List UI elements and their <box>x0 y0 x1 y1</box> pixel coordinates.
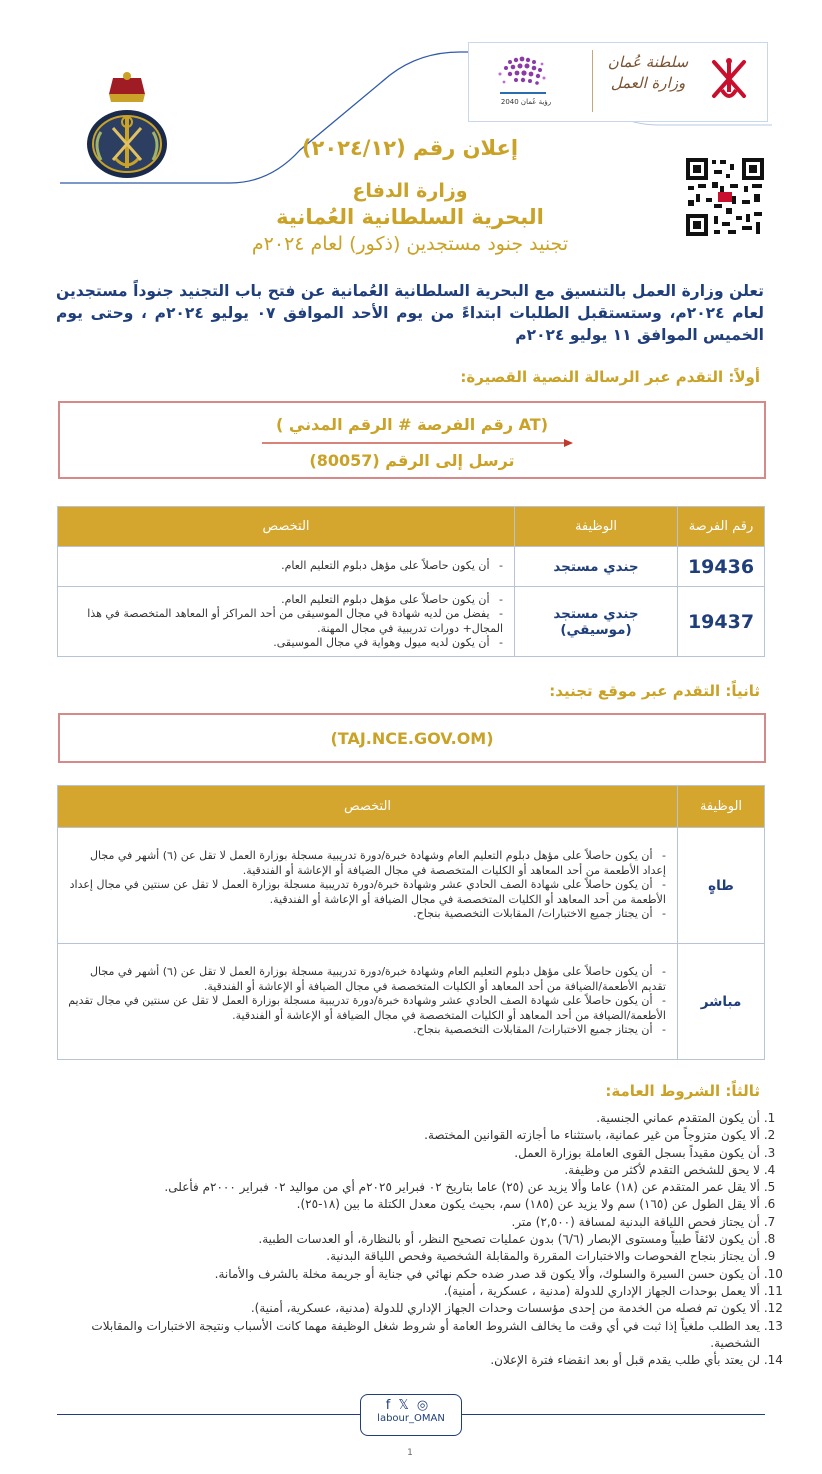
announcement-number: إعلان رقم (٢٠٢٤/١٢) <box>301 136 519 160</box>
condition-item: 13. يعد الطلب ملغياً إذا ثبت في أي وقت ما يخالف الشروط العامة أو شروط شغل الوظيفة مهما كانت الأسباب ونتيجة الاختبارات والمقابلات الشخصية. <box>90 1318 760 1353</box>
condition-item: 4. لا يحق للشخص التقدم لأكثر من وظيفة. <box>90 1162 760 1179</box>
requirement-item: - أن يكون حاصلاً على شهادة الصف الحادي عشر وشهادة خبرة/دورة تدريبية مسجلة بوزارة العمل لا تقل عن سنتين في مجال إعداد الأطعمة من أحد المعاهد أو الكليات المتخصصة في مجال الضيافة أو الإعاشة أو الفندقية. <box>67 878 666 907</box>
qr-code-icon <box>684 156 766 238</box>
opportunity-number: 19436 <box>678 547 765 587</box>
requirement-item: - أن يكون حاصلاً على مؤهل دبلوم التعليم العام وشهادة خبرة/دورة تدريبية مسجلة بوزارة العمل لا تقل عن (٦) أشهر في مجال تقديم الأطعمة/الضيافة من أحد المعاهد أو الكليات المتخصصة في مجال الضيافة أو الإعاشة أو الفندقية. <box>67 965 666 994</box>
header-divider <box>592 50 593 112</box>
ministry-line2: وزارة العمل <box>610 74 686 92</box>
footer-line-left <box>57 1414 360 1415</box>
condition-item: 12. ألا يكون تم فصله من الخدمة من إحدى مؤسسات وحدات الجهاز الإداري للدولة (مدنية، عسكرية، أمنية). <box>90 1300 760 1317</box>
condition-item: 6. ألا يقل الطول عن (١٦٥) سم ولا يزيد عن (١٨٥) سم، بحيث يكون معدل الكتلة ما بين (١٨-٢٥). <box>90 1196 760 1213</box>
title-ministry-of-defence: وزارة الدفاع <box>352 180 468 202</box>
royal-navy-badge-icon <box>83 72 171 180</box>
th-specialization: التخصص <box>58 786 678 828</box>
social-handle[interactable]: labour_OMAN <box>377 1413 445 1424</box>
requirement-item: - أن يكون حاصلاً على مؤهل دبلوم التعليم العام وشهادة خبرة/دورة تدريبية مسجلة بوزارة العمل لا تقل عن (٦) أشهر في مجال إعداد الأطعمة من أحد المعاهد أو الكليات المتخصصة في مجال الضيافة أو الإعاشة أو الفندقية. <box>67 849 666 878</box>
sms-format: ( رقم الفرصة # الرقم المدني AT) <box>276 415 548 434</box>
oman-emblem-icon <box>704 52 754 106</box>
table-row <box>58 828 765 944</box>
x-icon[interactable]: 𝕏 <box>398 1398 417 1413</box>
ministry-line1: سلطنة عُمان <box>607 53 689 71</box>
sms-instructions-box <box>58 401 766 479</box>
table-row <box>58 944 765 1060</box>
ministry-name <box>598 52 698 94</box>
condition-item: 14. لن يعتد بأي طلب يقدم قبل أو بعد انقضاء فترة الإعلان. <box>90 1352 760 1369</box>
facebook-icon[interactable]: f <box>385 1398 399 1413</box>
section2-heading: ثانياً: التقدم عبر موقع تجنيد: <box>549 682 760 700</box>
requirements-cell <box>58 547 515 587</box>
sms-send-to: ترسل إلى الرقم (80057) <box>309 451 515 470</box>
vision-logo-text: رؤية عُمان 2040 <box>500 98 552 106</box>
th-job: الوظيفة <box>515 507 678 547</box>
title-recruitment: تجنيد جنود مستجدين (ذكور) لعام ٢٠٢٤م <box>251 233 569 255</box>
job-title: طاهٍ <box>678 828 765 944</box>
website-url[interactable]: (TAJ.NCE.GOV.OM) <box>330 729 494 748</box>
section3-heading: ثالثاً: الشروط العامة: <box>605 1082 760 1100</box>
condition-item: 1. أن يكون المتقدم عماني الجنسية. <box>90 1110 760 1127</box>
condition-item: 8. أن يكون لائقاً طبياً ومستوى الإبصار (٦/٦) بدون عمليات تصحيح النظر، أو بالنظارة، أو العدسات الطبية. <box>90 1231 760 1248</box>
opportunities-table-website <box>57 785 765 1060</box>
job-title: مباشر <box>678 944 765 1060</box>
general-conditions-list <box>90 1110 782 1369</box>
condition-item: 3. أن يكون مقيداً بسجل القوى العاملة بوزارة العمل. <box>90 1145 760 1162</box>
condition-item: 7. أن يجتاز فحص اللياقة البدنية لمسافة (٢,٥٠٠) متر. <box>90 1214 760 1231</box>
footer-line-right <box>461 1414 765 1415</box>
requirement-item: - أن يكون لديه ميول وهواية في مجال الموسيقى. <box>67 636 503 651</box>
arrow-right-icon <box>262 437 574 449</box>
opportunity-number: 19437 <box>678 587 765 657</box>
condition-item: 9. أن يجتاز بنجاح الفحوصات والاختبارات المقررة والمقابلة الشخصية وفحص اللياقة البدنية. <box>90 1248 760 1265</box>
requirements-cell <box>58 587 515 657</box>
table-row <box>58 547 765 587</box>
website-box <box>58 713 766 763</box>
requirement-item: - أن يجتاز جميع الاختبارات/ المقابلات التخصصية بنجاح. <box>67 1023 666 1038</box>
table-row <box>58 587 765 657</box>
condition-item: 2. ألا يكون متزوجاً من غير عمانية، باستثناء ما أجازته القوانين المختصة. <box>90 1127 760 1144</box>
title-royal-navy: البحرية السلطانية العُمانية <box>276 205 544 229</box>
instagram-icon[interactable]: ◎ <box>416 1398 437 1413</box>
social-media-box <box>360 1394 462 1436</box>
requirements-cell <box>58 828 678 944</box>
requirement-item: - أن يكون حاصلاً على مؤهل دبلوم التعليم العام. <box>67 559 503 574</box>
th-specialization: التخصص <box>58 507 515 547</box>
intro-paragraph: تعلن وزارة العمل بالتنسيق مع البحرية السلطانية العُمانية عن فتح باب التجنيد جنوداً مستجدين لعام ٢٠٢٤م، وستستقبل الطلبات ابتداءً من يوم الأحد الموافق ٠٧ يوليو ٢٠٢٤م ، وحتى يوم الخميس الموافق ١١ يوليو ٢٠٢٤م <box>56 282 764 344</box>
condition-item: 11. ألا يعمل بوحدات الجهاز الإداري للدولة (مدنية ، عسكرية ، أمنية). <box>90 1283 760 1300</box>
requirement-item: - أن يكون حاصلاً على شهادة الصف الحادي عشر وشهادة خبرة/دورة تدريبية مسجلة بوزارة العمل لا تقل عن سنتين في مجال تقديم الأطعمة/الضيافة من أحد المعاهد أو الكليات المتخصصة في مجال الضيافة أو الإعاشة أو الفندقية. <box>67 994 666 1023</box>
job-title: جندي مستجد (موسيقي) <box>515 587 678 657</box>
page-number: 1 <box>407 1448 413 1458</box>
opportunities-table-sms <box>57 506 765 657</box>
condition-item: 10. أن يكون حسن السيرة والسلوك، وألا يكون قد صدر ضده حكم نهائي في جناية أو جريمة مخلة بالشرف والأمانة. <box>90 1266 760 1283</box>
job-title: جندي مستجد <box>515 547 678 587</box>
condition-item: 5. ألا يقل عمر المتقدم عن (١٨) عاما وألا يزيد عن (٢٥) عاما بتاريخ ٠٢ فبراير ٢٠٢٥م أي من مواليد ٠٢ فبراير ٢٠٠٠م فأعلى. <box>90 1179 760 1196</box>
th-job: الوظيفة <box>678 786 765 828</box>
th-opportunity: رقم الفرصة <box>678 507 765 547</box>
requirement-item: - يفضل من لديه شهادة في مجال الموسيقى من أحد المراكز أو المعاهد المتخصصة في هذا المجال+ دورات تدريبية في مجال المهنة. <box>67 607 503 636</box>
requirement-item: - أن يجتاز جميع الاختبارات/ المقابلات التخصصية بنجاح. <box>67 907 666 922</box>
section1-heading: أولاً: التقدم عبر الرسالة النصية القصيرة: <box>460 368 760 386</box>
oman-vision-logo <box>470 44 582 118</box>
requirement-item: - أن يكون حاصلاً على مؤهل دبلوم التعليم العام. <box>67 593 503 608</box>
requirements-cell <box>58 944 678 1060</box>
